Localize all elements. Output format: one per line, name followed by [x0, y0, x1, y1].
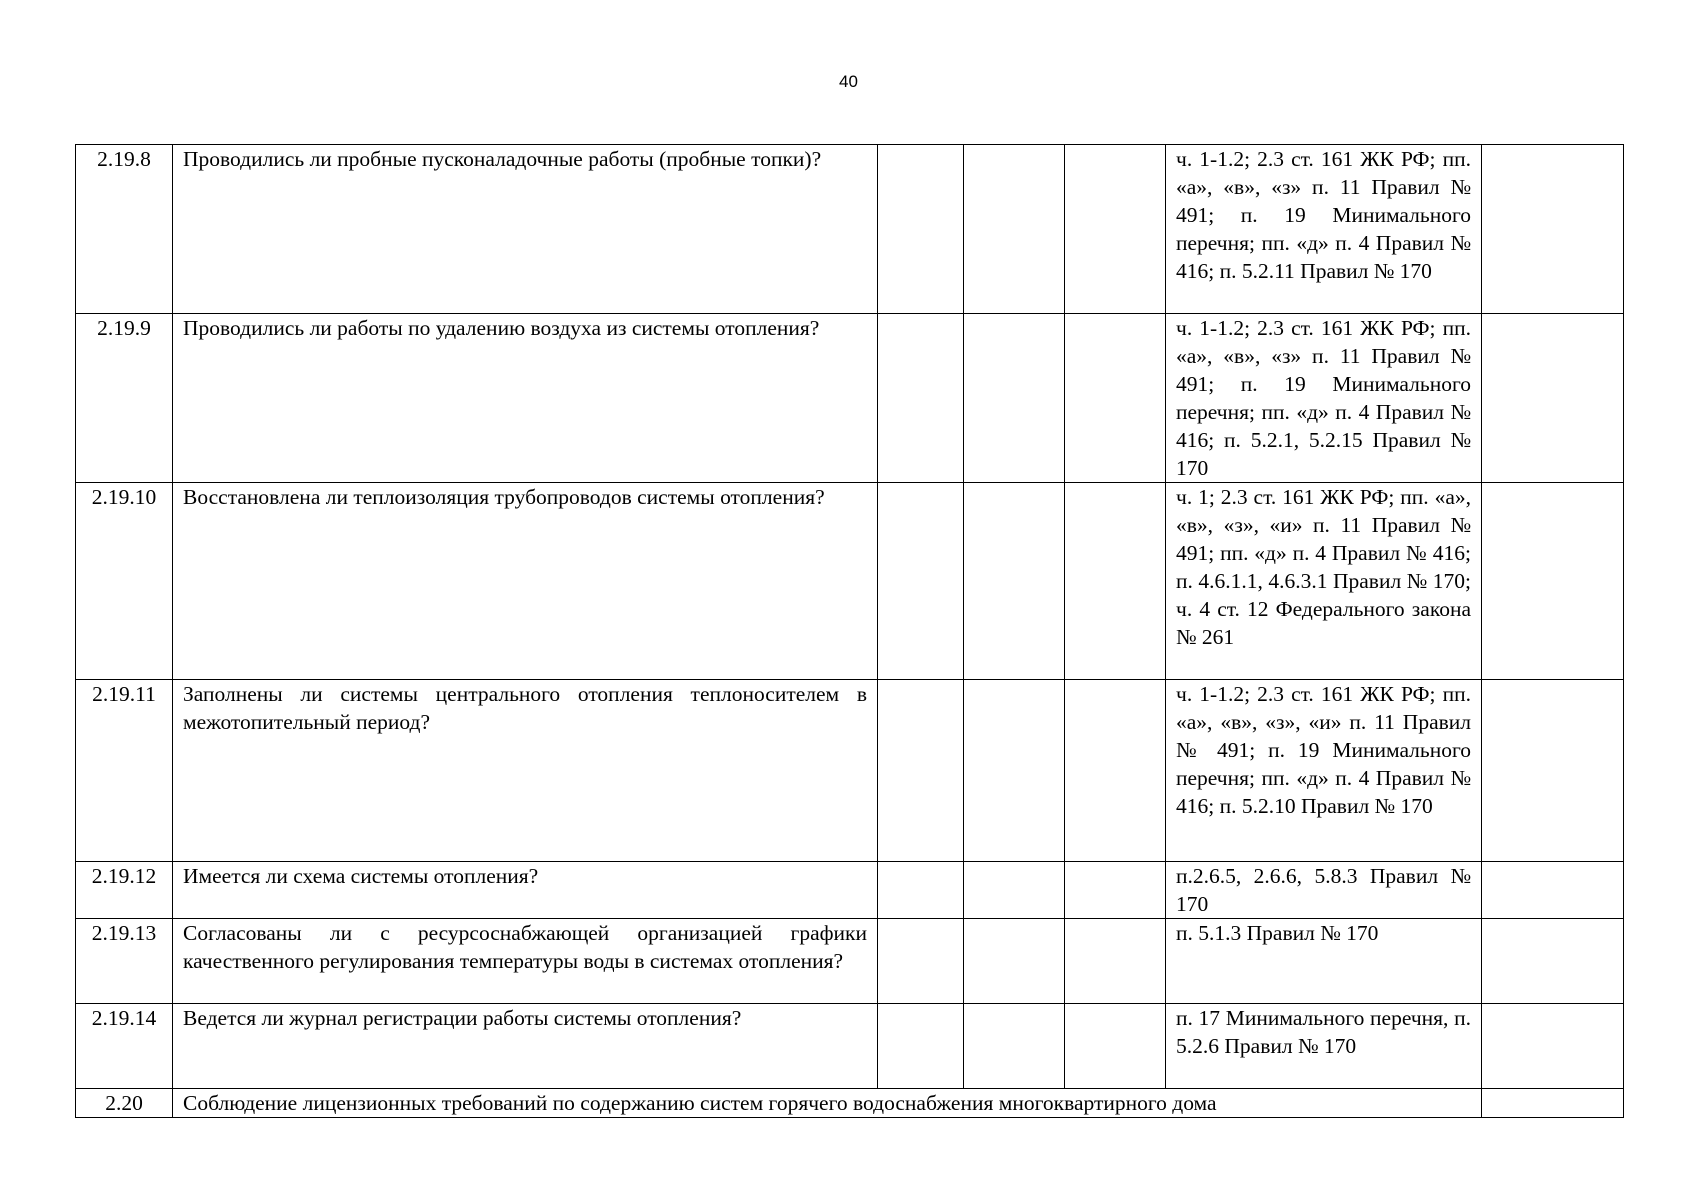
item-question: Восстановлена ли теплоизоляция трубопроводов системы отопления? [173, 483, 878, 680]
answer-cell [878, 919, 964, 1004]
answer-cell [1065, 483, 1166, 680]
answer-cell [964, 1004, 1065, 1089]
note-cell [1482, 1004, 1624, 1089]
item-number: 2.19.8 [76, 145, 173, 314]
answer-cell [964, 680, 1065, 862]
item-reference: ч. 1-1.2; 2.3 ст. 161 ЖК РФ; пп. «а», «в», «з» п. 11 Правил № 491; п. 19 Минимального перечня; пп. «д» п. 4 Правил № 416; п. 5.2.1, 5.2.15 Правил № 170 [1166, 314, 1482, 483]
table-row [76, 145, 1624, 314]
answer-cell [878, 862, 964, 919]
item-number: 2.19.9 [76, 314, 173, 483]
table-row [76, 483, 1624, 680]
section-row [76, 1089, 1624, 1118]
item-question: Ведется ли журнал регистрации работы системы отопления? [173, 1004, 878, 1089]
item-question: Имеется ли схема системы отопления? [173, 862, 878, 919]
page-number: 40 [839, 72, 858, 91]
note-cell [1482, 862, 1624, 919]
answer-cell [878, 145, 964, 314]
note-cell [1482, 145, 1624, 314]
answer-cell [964, 483, 1065, 680]
answer-cell [1065, 1004, 1166, 1089]
item-question: Согласованы ли с ресурсоснабжающей организацией графики качественного регулирования температуры воды в системах отопления? [173, 919, 878, 1004]
note-cell [1482, 919, 1624, 1004]
item-number: 2.19.13 [76, 919, 173, 1004]
item-number: 2.19.14 [76, 1004, 173, 1089]
answer-cell [1065, 314, 1166, 483]
item-number: 2.19.11 [76, 680, 173, 862]
table-row [76, 680, 1624, 862]
note-cell [1482, 314, 1624, 483]
item-question: Заполнены ли системы центрального отопления теплоносителем в межотопительный период? [173, 680, 878, 862]
table-row [76, 862, 1624, 919]
note-cell [1482, 1089, 1624, 1118]
answer-cell [1065, 862, 1166, 919]
answer-cell [878, 483, 964, 680]
table-row [76, 919, 1624, 1004]
item-reference: п. 17 Минимального перечня, п. 5.2.6 Правил № 170 [1166, 1004, 1482, 1089]
answer-cell [964, 862, 1065, 919]
item-question: Проводились ли пробные пусконаладочные работы (пробные топки)? [173, 145, 878, 314]
table-row [76, 1004, 1624, 1089]
item-reference: ч. 1-1.2; 2.3 ст. 161 ЖК РФ; пп. «а», «в», «з», «и» п. 11 Правил № 491; п. 19 Минимального перечня; пп. «д» п. 4 Правил № 416; п. 5.2.10 Правил № 170 [1166, 680, 1482, 862]
item-number: 2.19.10 [76, 483, 173, 680]
checklist-table [75, 144, 1624, 1118]
note-cell [1482, 680, 1624, 862]
answer-cell [964, 919, 1065, 1004]
item-question: Проводились ли работы по удалению воздуха из системы отопления? [173, 314, 878, 483]
answer-cell [878, 314, 964, 483]
item-reference: ч. 1-1.2; 2.3 ст. 161 ЖК РФ; пп. «а», «в», «з» п. 11 Правил № 491; п. 19 Минимального перечня; пп. «д» п. 4 Правил № 416; п. 5.2.11 Правил № 170 [1166, 145, 1482, 314]
table-row [76, 314, 1624, 483]
answer-cell [1065, 680, 1166, 862]
answer-cell [878, 680, 964, 862]
answer-cell [964, 145, 1065, 314]
answer-cell [1065, 919, 1166, 1004]
answer-cell [878, 1004, 964, 1089]
item-reference: п. 5.1.3 Правил № 170 [1166, 919, 1482, 1004]
item-reference: ч. 1; 2.3 ст. 161 ЖК РФ; пп. «а», «в», «з», «и» п. 11 Правил № 491; пп. «д» п. 4 Правил № 416; п. 4.6.1.1, 4.6.3.1 Правил № 170; ч. 4 ст. 12 Федерального закона № 261 [1166, 483, 1482, 680]
section-title: Соблюдение лицензионных требований по содержанию систем горячего водоснабжения многоквартирного дома [173, 1089, 1482, 1118]
answer-cell [1065, 145, 1166, 314]
answer-cell [964, 314, 1065, 483]
item-reference: п.2.6.5, 2.6.6, 5.8.3 Правил № 170 [1166, 862, 1482, 919]
section-number: 2.20 [76, 1089, 173, 1118]
note-cell [1482, 483, 1624, 680]
item-number: 2.19.12 [76, 862, 173, 919]
